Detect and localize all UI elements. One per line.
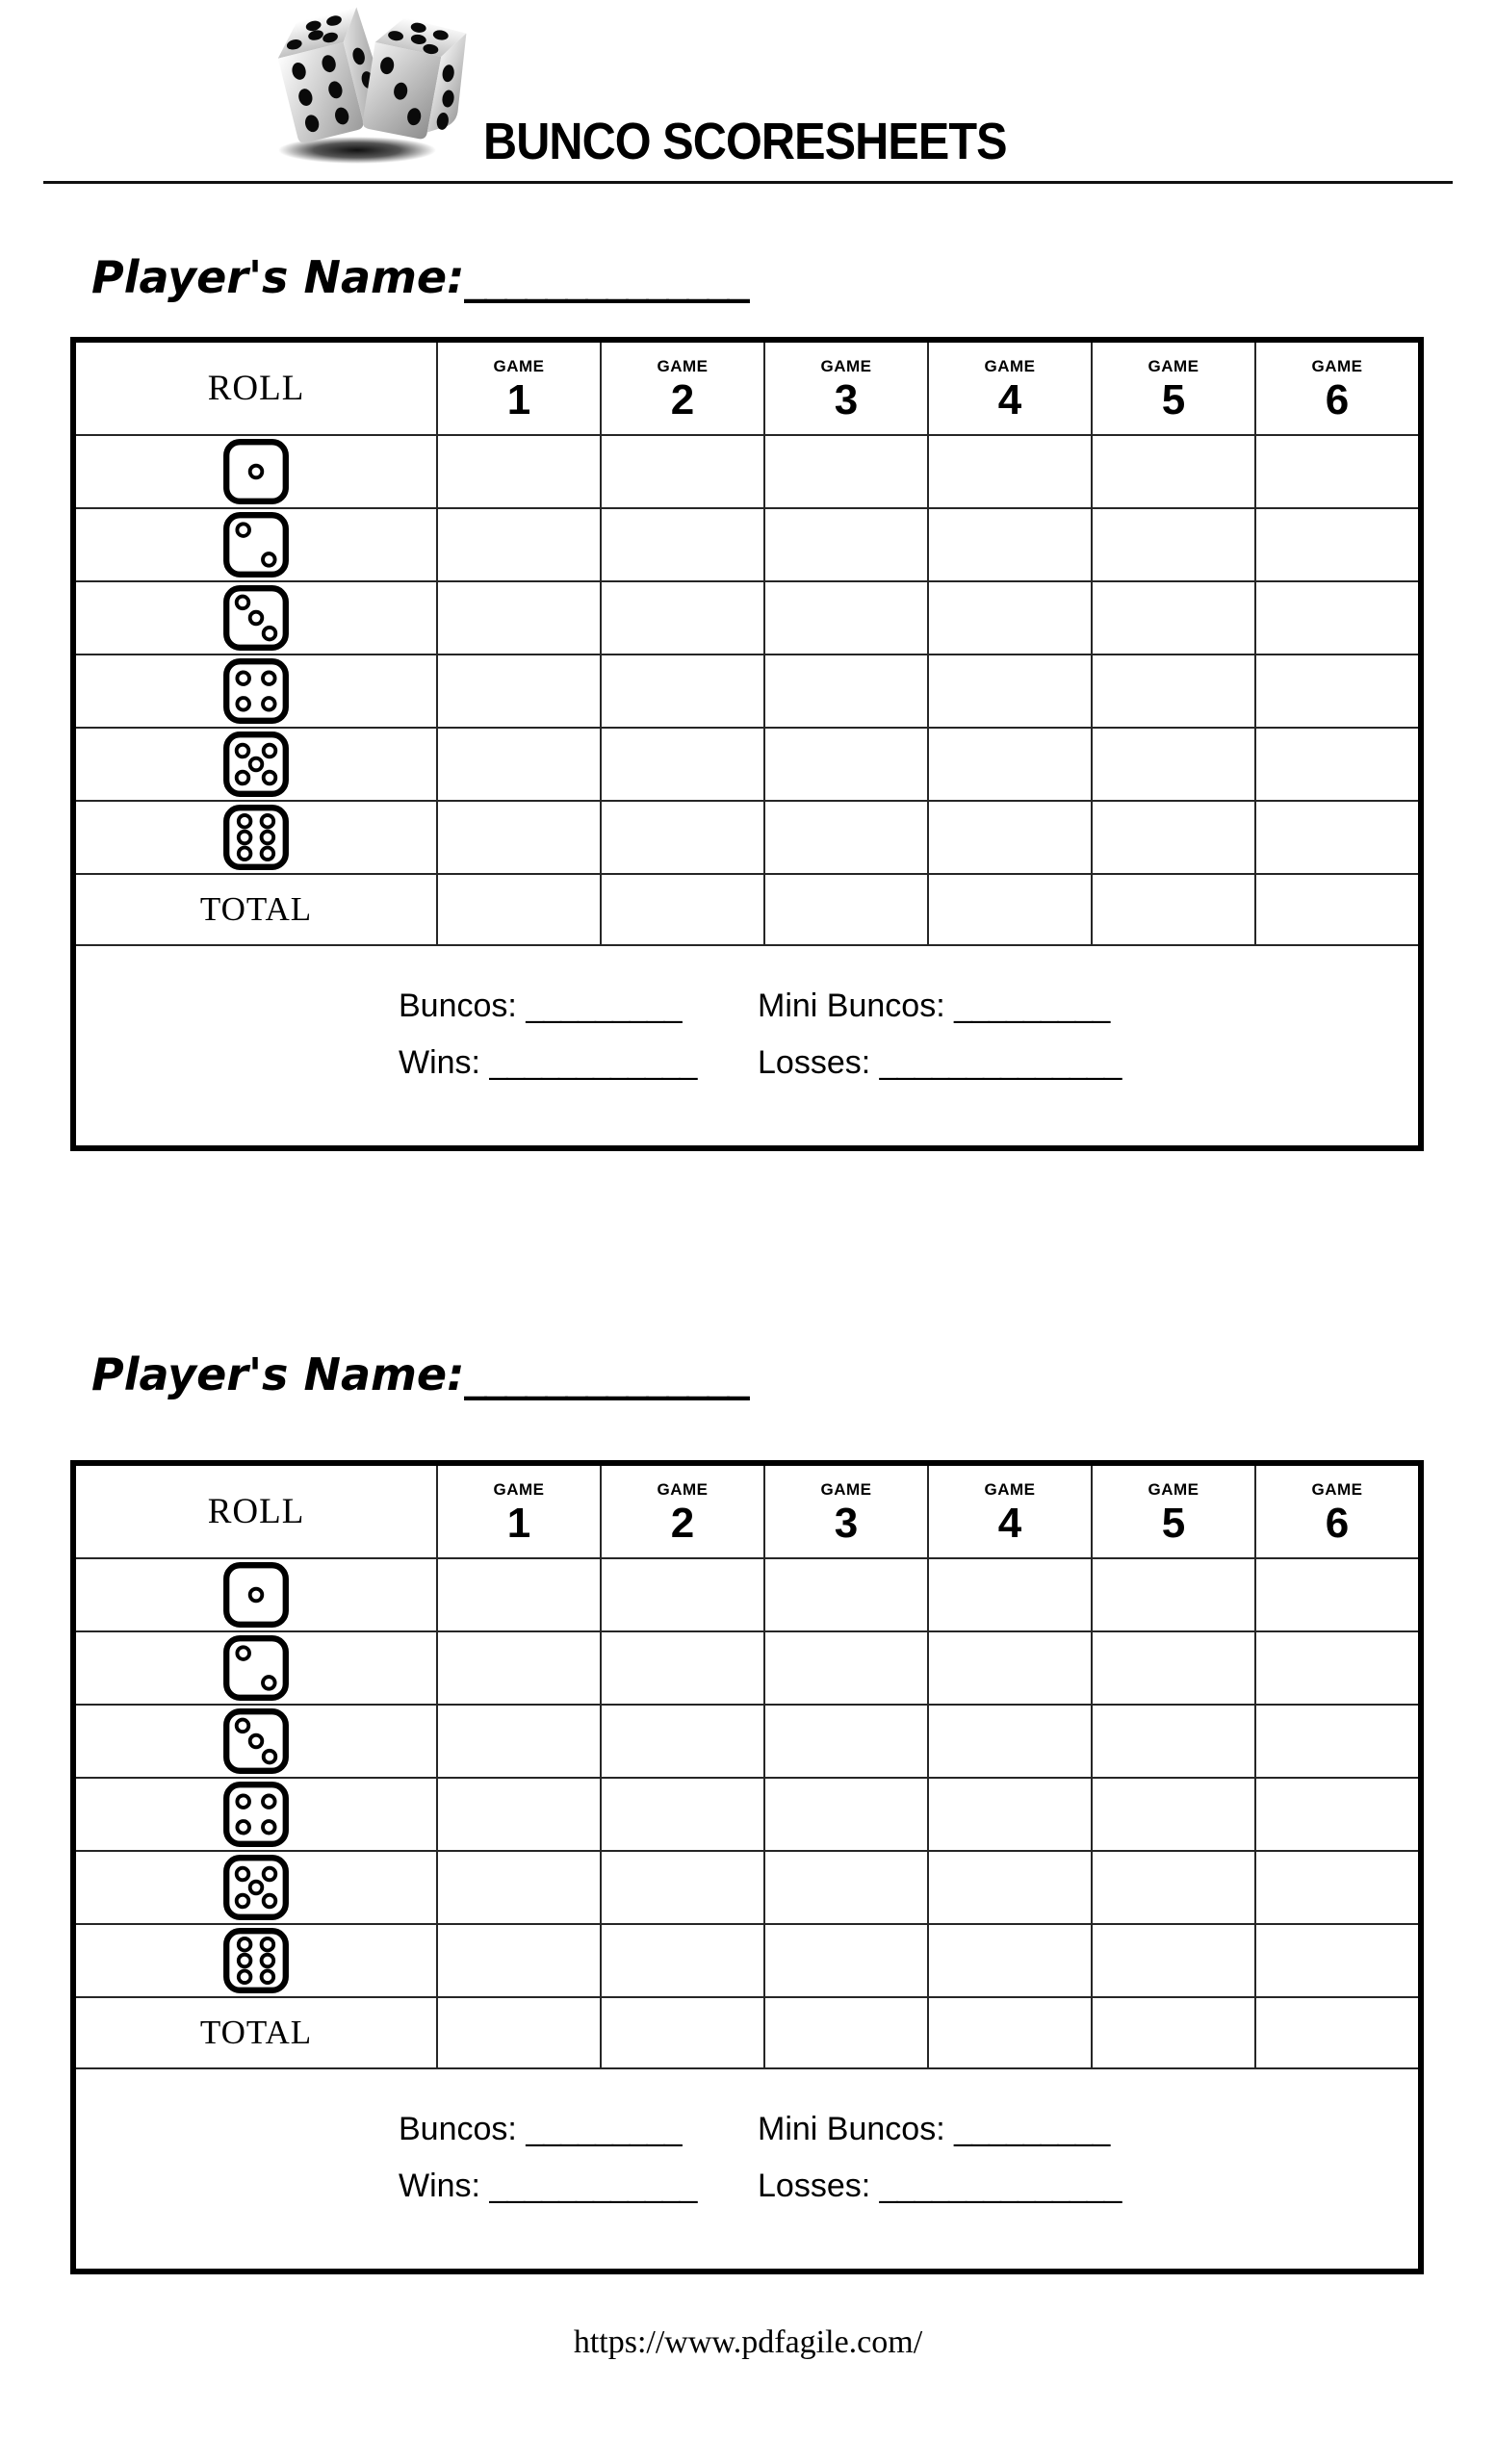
roll-row-4 bbox=[76, 1779, 1418, 1852]
score-cell-game1-roll5[interactable] bbox=[436, 729, 600, 800]
score-cell-game6-roll3[interactable] bbox=[1254, 582, 1418, 654]
game-word-label: GAME bbox=[493, 1480, 545, 1499]
score-cell-game2-roll3[interactable] bbox=[600, 1706, 763, 1777]
roll-die-cell bbox=[76, 436, 436, 507]
mini-buncos-blank[interactable]: _________ bbox=[954, 2111, 1110, 2147]
dice-rows bbox=[76, 1559, 1418, 1998]
game-word-label: GAME bbox=[1311, 357, 1363, 375]
score-cell-game4-roll6[interactable] bbox=[927, 1925, 1091, 1996]
game-number-label: 2 bbox=[670, 1500, 695, 1547]
player-name-blank[interactable]: ______________ bbox=[464, 1348, 748, 1400]
die-3-icon bbox=[222, 584, 290, 652]
roll-die-cell bbox=[76, 802, 436, 873]
total-cell-game5[interactable] bbox=[1091, 875, 1254, 944]
die-4-icon bbox=[222, 657, 290, 725]
roll-row-2 bbox=[76, 1632, 1418, 1706]
total-cells bbox=[436, 875, 1418, 944]
score-cell-game3-roll1[interactable] bbox=[763, 1559, 927, 1630]
page-title: BUNCO SCORESHEETS bbox=[483, 113, 1007, 170]
score-cell-game1-roll1[interactable] bbox=[436, 436, 600, 507]
score-cell-game6-roll6[interactable] bbox=[1254, 802, 1418, 873]
total-cell-game2[interactable] bbox=[600, 1998, 763, 2067]
dice-rows bbox=[76, 436, 1418, 875]
roll-die-cell bbox=[76, 729, 436, 800]
game-column-header bbox=[927, 343, 1091, 434]
player-name-row bbox=[91, 1348, 1496, 1400]
score-cell-game5-roll5[interactable] bbox=[1091, 729, 1254, 800]
score-cell-game2-roll6[interactable] bbox=[600, 802, 763, 873]
total-cell-game2[interactable] bbox=[600, 875, 763, 944]
game-number-label: 6 bbox=[1325, 1500, 1350, 1547]
score-cell-game6-roll4[interactable] bbox=[1254, 1779, 1418, 1850]
score-cell-game1-roll1[interactable] bbox=[436, 1559, 600, 1630]
score-cell-game1-roll6[interactable] bbox=[436, 802, 600, 873]
roll-die-cell bbox=[76, 582, 436, 654]
score-cell-game5-roll5[interactable] bbox=[1091, 1852, 1254, 1923]
game-column-header bbox=[763, 343, 927, 434]
total-cell-game6[interactable] bbox=[1254, 875, 1418, 944]
total-cell-game1[interactable] bbox=[436, 875, 600, 944]
losses-label: Losses: bbox=[758, 1043, 871, 1081]
game-word-label: GAME bbox=[1311, 1480, 1363, 1499]
wins-blank[interactable]: ____________ bbox=[489, 1043, 697, 1081]
table-stats-area bbox=[76, 946, 1418, 1145]
score-cell-game6-roll1[interactable] bbox=[1254, 436, 1418, 507]
game-column-header bbox=[600, 343, 763, 434]
dice-pair-icon bbox=[272, 4, 475, 169]
score-cell-game6-roll5[interactable] bbox=[1254, 1852, 1418, 1923]
score-cell-game6-roll6[interactable] bbox=[1254, 1925, 1418, 1996]
roll-column-header: ROLL bbox=[207, 369, 305, 408]
scoresheet-section-2 bbox=[0, 1348, 1496, 2274]
score-cell-game4-roll4[interactable] bbox=[927, 1779, 1091, 1850]
roll-row-5 bbox=[76, 1852, 1418, 1925]
score-cell-game4-roll1[interactable] bbox=[927, 1559, 1091, 1630]
roll-die-cell bbox=[76, 1779, 436, 1850]
wins-blank[interactable]: ____________ bbox=[489, 2167, 697, 2204]
buncos-blank[interactable]: _________ bbox=[526, 2111, 682, 2147]
score-cell-game6-roll1[interactable] bbox=[1254, 1559, 1418, 1630]
score-cell-game4-roll3[interactable] bbox=[927, 582, 1091, 654]
table-header-row bbox=[76, 343, 1418, 436]
game-number-label: 4 bbox=[997, 1500, 1022, 1547]
score-cell-game5-roll2[interactable] bbox=[1091, 509, 1254, 580]
mini-buncos-blank[interactable]: _________ bbox=[954, 988, 1110, 1024]
game-word-label: GAME bbox=[657, 1480, 709, 1499]
score-cell-game3-roll3[interactable] bbox=[763, 1706, 927, 1777]
score-cell-game2-roll6[interactable] bbox=[600, 1925, 763, 1996]
stat-line-2 bbox=[76, 2167, 1418, 2206]
game-number-label: 5 bbox=[1161, 1500, 1186, 1547]
total-cell-game5[interactable] bbox=[1091, 1998, 1254, 2067]
game-word-label: GAME bbox=[984, 1480, 1036, 1499]
score-cell-game2-roll5[interactable] bbox=[600, 1852, 763, 1923]
score-cell-game5-roll6[interactable] bbox=[1091, 802, 1254, 873]
die-5-icon bbox=[222, 1854, 290, 1921]
score-cell-game5-roll3[interactable] bbox=[1091, 582, 1254, 654]
game-column-header bbox=[1091, 1466, 1254, 1557]
game-column-headers bbox=[436, 343, 1418, 434]
score-cell-game6-roll2[interactable] bbox=[1254, 509, 1418, 580]
score-cell-game6-roll4[interactable] bbox=[1254, 655, 1418, 727]
total-row bbox=[76, 1998, 1418, 2069]
score-cell-game4-roll3[interactable] bbox=[927, 1706, 1091, 1777]
roll-row-3 bbox=[76, 582, 1418, 655]
score-cell-game5-roll1[interactable] bbox=[1091, 436, 1254, 507]
score-cell-game3-roll4[interactable] bbox=[763, 655, 927, 727]
game-number-label: 5 bbox=[1161, 376, 1186, 424]
game-column-header bbox=[600, 1466, 763, 1557]
score-cell-game3-roll6[interactable] bbox=[763, 1925, 927, 1996]
total-cell-game4[interactable] bbox=[927, 1998, 1091, 2067]
score-cell-game3-roll2[interactable] bbox=[763, 509, 927, 580]
roll-die-cell bbox=[76, 1706, 436, 1777]
game-number-label: 1 bbox=[506, 1500, 531, 1547]
game-column-header bbox=[763, 1466, 927, 1557]
roll-die-cell bbox=[76, 509, 436, 580]
roll-die-cell bbox=[76, 1925, 436, 1996]
score-cell-game1-roll4[interactable] bbox=[436, 1779, 600, 1850]
score-cell-game2-roll4[interactable] bbox=[600, 655, 763, 727]
total-label: TOTAL bbox=[199, 890, 313, 928]
score-cell-game1-roll2[interactable] bbox=[436, 1632, 600, 1704]
player-name-row bbox=[91, 251, 1496, 303]
game-column-headers bbox=[436, 1466, 1418, 1557]
roll-die-cell bbox=[76, 1632, 436, 1704]
score-cell-game3-roll4[interactable] bbox=[763, 1779, 927, 1850]
score-cell-game2-roll3[interactable] bbox=[600, 582, 763, 654]
wins-label: Wins: bbox=[399, 2167, 480, 2204]
die-1-icon bbox=[222, 1561, 290, 1629]
score-cell-game2-roll5[interactable] bbox=[600, 729, 763, 800]
buncos-blank[interactable]: _________ bbox=[526, 988, 682, 1024]
table-header-row bbox=[76, 1466, 1418, 1559]
roll-row-5 bbox=[76, 729, 1418, 802]
score-cell-game4-roll2[interactable] bbox=[927, 1632, 1091, 1704]
roll-column-header: ROLL bbox=[207, 1492, 305, 1531]
roll-row-6 bbox=[76, 802, 1418, 875]
score-cell-game6-roll3[interactable] bbox=[1254, 1706, 1418, 1777]
total-cell-game1[interactable] bbox=[436, 1998, 600, 2067]
total-cell-game4[interactable] bbox=[927, 875, 1091, 944]
die-6-icon bbox=[222, 804, 290, 871]
total-cells bbox=[436, 1998, 1418, 2067]
score-cell-game2-roll1[interactable] bbox=[600, 436, 763, 507]
roll-row-6 bbox=[76, 1925, 1418, 1998]
header-divider bbox=[43, 181, 1453, 184]
player-name-blank[interactable]: ______________ bbox=[464, 251, 748, 303]
score-cell-game3-roll1[interactable] bbox=[763, 436, 927, 507]
roll-row-1 bbox=[76, 436, 1418, 509]
game-column-header bbox=[436, 1466, 600, 1557]
page-header bbox=[0, 0, 1496, 181]
game-number-label: 2 bbox=[670, 376, 695, 424]
scoresheet-section-1 bbox=[0, 251, 1496, 1151]
game-number-label: 6 bbox=[1325, 376, 1350, 424]
score-cell-game4-roll5[interactable] bbox=[927, 729, 1091, 800]
score-cell-game3-roll2[interactable] bbox=[763, 1632, 927, 1704]
roll-die-cell bbox=[76, 1559, 436, 1630]
score-cell-game5-roll2[interactable] bbox=[1091, 1632, 1254, 1704]
score-cell-game4-roll6[interactable] bbox=[927, 802, 1091, 873]
score-table bbox=[70, 337, 1424, 1151]
score-cell-game6-roll5[interactable] bbox=[1254, 729, 1418, 800]
game-word-label: GAME bbox=[493, 357, 545, 375]
score-cell-game1-roll4[interactable] bbox=[436, 655, 600, 727]
score-cell-game3-roll3[interactable] bbox=[763, 582, 927, 654]
score-cell-game1-roll2[interactable] bbox=[436, 509, 600, 580]
game-column-header bbox=[927, 1466, 1091, 1557]
table-stats-area bbox=[76, 2069, 1418, 2269]
score-cell-game5-roll3[interactable] bbox=[1091, 1706, 1254, 1777]
roll-row-3 bbox=[76, 1706, 1418, 1779]
game-column-header bbox=[1254, 1466, 1418, 1557]
player-name-label: Player's Name: bbox=[91, 251, 465, 303]
mini-buncos-label: Mini Buncos: bbox=[758, 988, 945, 1024]
score-cell-game1-roll6[interactable] bbox=[436, 1925, 600, 1996]
total-label: TOTAL bbox=[199, 2014, 313, 2051]
total-cell-game3[interactable] bbox=[763, 875, 927, 944]
total-row bbox=[76, 875, 1418, 946]
score-cell-game3-roll5[interactable] bbox=[763, 729, 927, 800]
score-cell-game4-roll2[interactable] bbox=[927, 509, 1091, 580]
score-cell-game2-roll1[interactable] bbox=[600, 1559, 763, 1630]
mini-buncos-label: Mini Buncos: bbox=[758, 2111, 945, 2147]
score-cell-game4-roll4[interactable] bbox=[927, 655, 1091, 727]
game-number-label: 1 bbox=[506, 376, 531, 424]
score-cell-game2-roll2[interactable] bbox=[600, 1632, 763, 1704]
footer-url[interactable]: https://www.pdfagile.com/ bbox=[573, 2324, 923, 2360]
stat-line-2 bbox=[76, 1043, 1418, 1083]
stat-line-1 bbox=[76, 2110, 1418, 2149]
game-column-header bbox=[1091, 343, 1254, 434]
buncos-label: Buncos: bbox=[399, 2111, 517, 2147]
stat-line-1 bbox=[76, 987, 1418, 1026]
die-2-icon bbox=[222, 511, 290, 578]
score-cell-game5-roll4[interactable] bbox=[1091, 1779, 1254, 1850]
score-cell-game1-roll5[interactable] bbox=[436, 1852, 600, 1923]
game-word-label: GAME bbox=[820, 1480, 872, 1499]
score-cell-game2-roll2[interactable] bbox=[600, 509, 763, 580]
score-cell-game5-roll1[interactable] bbox=[1091, 1559, 1254, 1630]
player-name-label: Player's Name: bbox=[91, 1348, 465, 1400]
game-word-label: GAME bbox=[1148, 357, 1199, 375]
die-5-icon bbox=[222, 731, 290, 798]
game-column-header bbox=[1254, 343, 1418, 434]
score-cell-game6-roll2[interactable] bbox=[1254, 1632, 1418, 1704]
losses-blank[interactable]: ______________ bbox=[879, 2167, 1122, 2204]
score-cell-game3-roll5[interactable] bbox=[763, 1852, 927, 1923]
game-word-label: GAME bbox=[984, 357, 1036, 375]
score-cell-game4-roll1[interactable] bbox=[927, 436, 1091, 507]
roll-row-1 bbox=[76, 1559, 1418, 1632]
die-2-icon bbox=[222, 1634, 290, 1702]
roll-die-cell bbox=[76, 1852, 436, 1923]
total-cell-game6[interactable] bbox=[1254, 1998, 1418, 2067]
die-3-icon bbox=[222, 1707, 290, 1775]
game-word-label: GAME bbox=[657, 357, 709, 375]
game-number-label: 3 bbox=[834, 1500, 859, 1547]
score-cell-game5-roll6[interactable] bbox=[1091, 1925, 1254, 1996]
score-cell-game4-roll5[interactable] bbox=[927, 1852, 1091, 1923]
game-column-header bbox=[436, 343, 600, 434]
score-cell-game1-roll3[interactable] bbox=[436, 582, 600, 654]
losses-label: Losses: bbox=[758, 2167, 871, 2204]
total-cell-game3[interactable] bbox=[763, 1998, 927, 2067]
score-cell-game2-roll4[interactable] bbox=[600, 1779, 763, 1850]
score-table bbox=[70, 1460, 1424, 2274]
roll-row-4 bbox=[76, 655, 1418, 729]
game-number-label: 4 bbox=[997, 376, 1022, 424]
game-word-label: GAME bbox=[1148, 1480, 1199, 1499]
game-word-label: GAME bbox=[820, 357, 872, 375]
die-4-icon bbox=[222, 1781, 290, 1848]
roll-row-2 bbox=[76, 509, 1418, 582]
score-cell-game1-roll3[interactable] bbox=[436, 1706, 600, 1777]
losses-blank[interactable]: ______________ bbox=[879, 1043, 1122, 1081]
die-1-icon bbox=[222, 438, 290, 505]
die-6-icon bbox=[222, 1927, 290, 1994]
wins-label: Wins: bbox=[399, 1043, 480, 1081]
buncos-label: Buncos: bbox=[399, 988, 517, 1024]
roll-die-cell bbox=[76, 655, 436, 727]
score-cell-game3-roll6[interactable] bbox=[763, 802, 927, 873]
game-number-label: 3 bbox=[834, 376, 859, 424]
score-cell-game5-roll4[interactable] bbox=[1091, 655, 1254, 727]
